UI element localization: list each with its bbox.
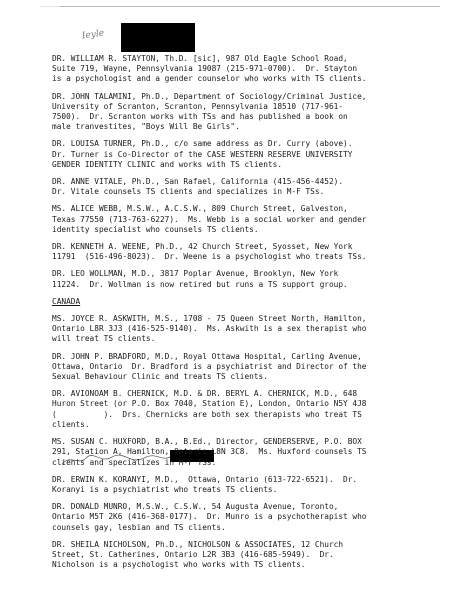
canada-entries	[52, 314, 454, 570]
entry-webb: MS. ALICE WEBB, M.S.W., A.C.S.W., 809 Church Street, Galveston, Texas 77550 (713-763-6227). Ms. Webb is a social worker and gender identity specialist who counsels TS clients.	[52, 204, 367, 234]
entry-wollman: DR. LEO WOLLMAN, M.D., 3817 Poplar Avenue, Brooklyn, New York 11224. Dr. Wollman is now retired but runs a TS support group.	[52, 269, 348, 289]
directory-document	[52, 54, 454, 577]
redaction-block	[121, 23, 195, 52]
handwritten-note: Ieyle	[81, 28, 105, 42]
entry-koranyi: DR. ERWIN K. KORANYI, M.D., Ottawa, Ontario (613-722-6521). Dr. Koranyi is a psychiatrist who treats TS clients.	[52, 474, 358, 494]
section-heading-canada: CANADA	[52, 296, 81, 306]
entry-huxford: MS. SUSAN C. HUXFORD, B.A., B.Ed., Director, GENDERSERVE, P.O. BOX 291, Station A, Hamilton, Ontario L8N 3C8. Ms. Huxford counsels TS clients and specializes in M-F TSs.	[52, 437, 367, 467]
entry-turner: DR. LOUISA TURNER, Ph.D., c/o same address as Dr. Curry (above). Dr. Turner is Co-Director of the CASE WESTERN RESERVE UNIVERSITY GENDER IDENTITY CLINIC and works with TS clients.	[52, 139, 353, 169]
entry-weene: DR. KENNETH A. WEENE, Ph.D., 42 Church Street, Syosset, New York 11791 (516-496-8023). Dr. Weene is a psychologist who treats TSs.	[52, 242, 367, 262]
entry-nicholson: DR. SHEILA NICHOLSON, Ph.D., NICHOLSON & ASSOCIATES, 12 Church Street, St. Catherines, Ontario L2R 3B3 (416-685-5949). Dr. Nicholson is a psychologist who works with TS clients.	[52, 539, 344, 570]
entry-munro: DR. DONALD MUNRO, M.S.W., C.S.W., 54 Augusta Avenue, Toronto, Ontario M5T 2K6 (416-368-0177). Dr. Munro is a psychotherapist who counsels gay, lesbian and TS clients.	[52, 502, 367, 532]
entry-stayton: DR. WILLIAM R. STAYTON, Th.D. [sic], 987 Old Eagle School Road, Suite 719, Wayne, Pennsylvania 19087 (215-971-0700). Dr. Stayton is a psychologist and a gender counselor who works with TS clients.	[52, 54, 367, 84]
us-entries	[52, 54, 454, 290]
entry-vitale: DR. ANNE VITALE, Ph.D., San Rafael, California (415-456-4452). Dr. Vitale counsels TS clients and specializes in M-F TSs.	[52, 177, 344, 197]
scan-edge-line	[60, 6, 440, 7]
entry-talamini: DR. JOHN TALAMINI, Ph.D., Department of Sociology/Criminal Justice, University of Scranton, Scranton, Pennsylvania 18510 (717-961- 7500). Dr. Scranton works with TSs and has published a book on male tranvestites, "Boys Will Be Girls".	[52, 91, 367, 132]
entry-bradford: DR. JOHN P. BRADFORD, M.D., Royal Ottawa Hospital, Carling Avenue, Ottawa, Ontario Dr. Bradford is a psychiatrist and Director of the Sexual Behaviour Clinic and treats TS clients.	[52, 351, 367, 382]
entry-chernick: DR. AVIONOAM B. CHERNICK, M.D. & DR. BERYL A. CHERNICK, M.D., 648 Huron Street (or P.O. Box 7040, Station E), London, Ontario N5Y 4J8 ( ). Drs. Chernicks are both sex therapists who treat TS clients.	[52, 389, 367, 429]
entry-askwith: MS. JOYCE R. ASKWITH, M.S., 1708 - 75 Queen Street North, Hamilton, Ontario L8R 3J3 (416-525-9140). Ms. Askwith is a sex therapist who will treat TS clients.	[52, 314, 367, 344]
